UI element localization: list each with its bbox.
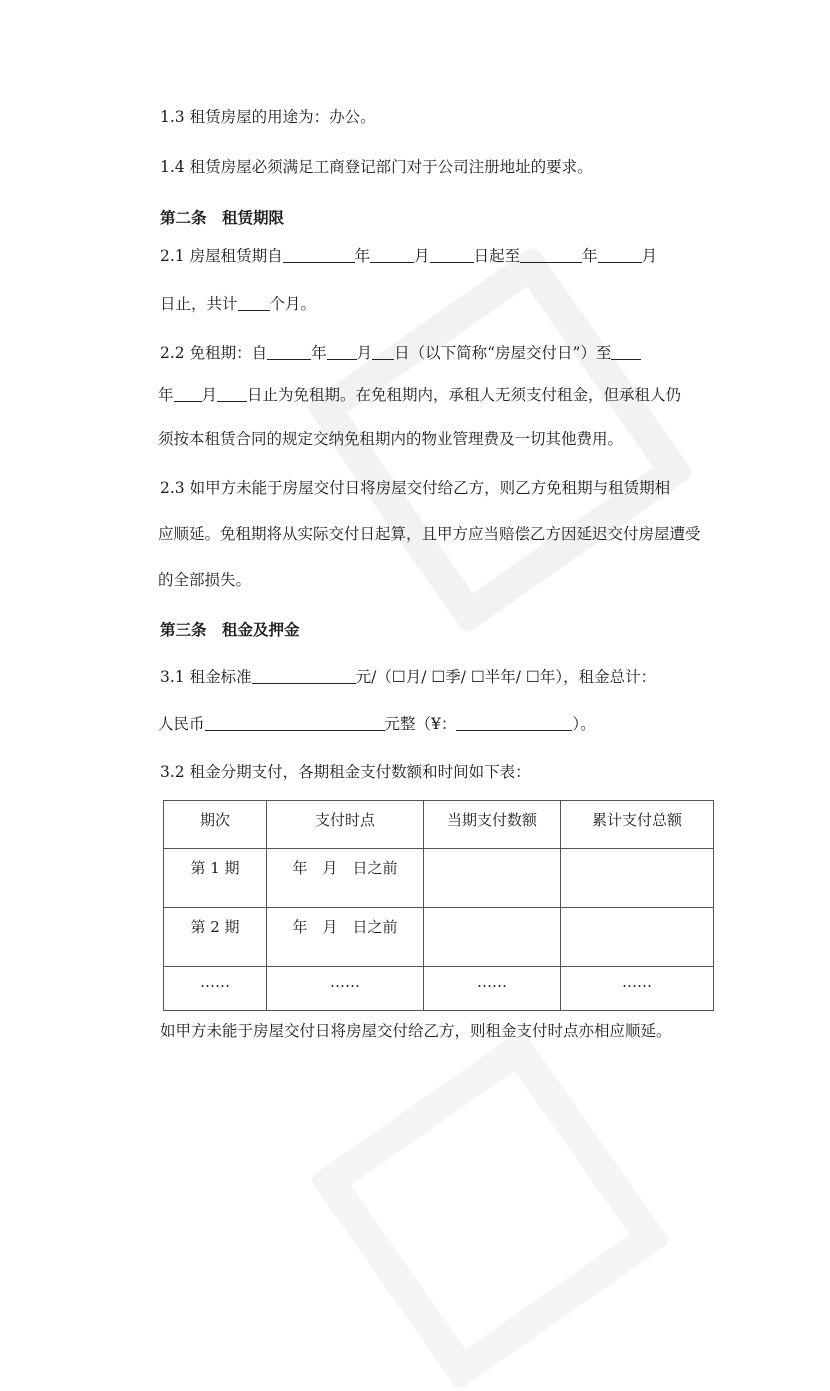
clause-text: 月 [201, 386, 218, 404]
header-period: 期次 [164, 801, 267, 849]
clause-1-3: 1.3 租赁房屋的用途为：办公。 [160, 108, 376, 126]
clause-text: 日起至 [473, 247, 521, 265]
header-cumulative-amount: 累计支付总额 [561, 801, 714, 849]
blank-field[interactable] [370, 246, 414, 263]
clause-text: 年 [354, 247, 371, 265]
clause-2-3-line2: 应顺延。免租期将从实际交付日起算，且甲方应当赔偿乙方因延迟交付房屋遭受 [158, 525, 701, 543]
clause-text: ）。 [572, 715, 596, 733]
cell-cumulative-amount[interactable] [561, 849, 714, 908]
cell-ellipsis: …… [267, 967, 424, 1011]
cell-payment-time[interactable]: 年 月 日之前 [267, 908, 424, 967]
clause-text: 月 [414, 247, 430, 265]
cell-payment-time[interactable]: 年 月 日之前 [267, 849, 424, 908]
clause-text: 2.2 免租期：自 [160, 344, 268, 362]
cell-period: 第 1 期 [164, 849, 267, 908]
clause-2-2-line1 [160, 343, 641, 363]
article-2-heading: 第二条 租赁期限 [160, 208, 285, 227]
blank-field[interactable] [430, 246, 474, 263]
clause-text: 元整（¥： [384, 715, 457, 733]
clause-2-1-line1 [160, 246, 657, 266]
clause-2-2-line3: 须按本租赁合同的规定交纳免租期内的物业管理费及一切其他费用。 [158, 430, 624, 448]
clause-text: 月 [356, 344, 373, 362]
clause-text: 日（以下简称“房屋交付日”）至 [394, 344, 612, 362]
clause-3-2: 3.2 租金分期支付，各期租金支付数额和时间如下表： [160, 763, 531, 781]
cell-current-amount[interactable] [424, 849, 561, 908]
clause-text: 日止，共计 [160, 295, 238, 313]
blank-field[interactable] [520, 246, 582, 263]
clause-text: 个月。 [269, 295, 317, 313]
blank-field[interactable] [267, 343, 311, 360]
blank-field[interactable] [217, 385, 247, 402]
header-current-amount: 当期支付数额 [424, 801, 561, 849]
table-row [164, 849, 714, 908]
total-rent-words-field[interactable] [205, 714, 385, 731]
clause-text: 人民币 [158, 715, 205, 733]
clause-2-3-line1: 2.3 如甲方未能于房屋交付日将房屋交付给乙方，则乙方免租期与租赁期相 [160, 479, 671, 497]
total-rent-number-field[interactable] [456, 714, 572, 731]
clause-1-4: 1.4 租赁房屋必须满足工商登记部门对于公司注册地址的要求。 [160, 158, 593, 176]
clause-text: 年 [311, 344, 327, 362]
rent-standard-field[interactable] [252, 667, 356, 684]
header-payment-time: 支付时点 [267, 801, 424, 849]
table-row [164, 908, 714, 967]
blank-field[interactable] [283, 246, 355, 263]
clause-text: 3.1 租金标准 [160, 668, 252, 686]
cell-ellipsis: …… [164, 967, 267, 1011]
watermark [309, 1029, 671, 1391]
table-row [164, 967, 714, 1011]
table-header-row [164, 801, 714, 849]
clause-text: 日止为免租期。在免租期内，承租人无须支付租金，但承租人仍 [247, 386, 682, 404]
cell-current-amount[interactable] [424, 908, 561, 967]
payment-schedule-table [163, 800, 714, 1011]
blank-field[interactable] [327, 343, 357, 360]
after-table-note: 如甲方未能于房屋交付日将房屋交付给乙方，则租金支付时点亦相应顺延。 [160, 1022, 672, 1040]
clause-2-1-line2 [160, 294, 316, 314]
cell-period: 第 2 期 [164, 908, 267, 967]
clause-text: 2.1 房屋租赁期自 [160, 247, 283, 265]
cell-cumulative-amount[interactable] [561, 908, 714, 967]
clause-text: 年 [582, 247, 598, 265]
blank-field[interactable] [611, 343, 641, 360]
period-options[interactable]: 元/（☐月/ ☐季/ ☐半年/ ☐年），租金总计： [355, 668, 657, 686]
blank-field[interactable] [372, 343, 394, 360]
article-3-heading: 第三条 租金及押金 [160, 620, 300, 639]
clause-2-3-line3: 的全部损失。 [158, 571, 252, 589]
blank-field[interactable] [238, 294, 270, 311]
cell-ellipsis: …… [561, 967, 714, 1011]
clause-text: 年 [158, 386, 174, 404]
clause-2-2-line2 [158, 385, 681, 405]
blank-field[interactable] [598, 246, 642, 263]
clause-3-1-line1 [160, 667, 656, 687]
cell-ellipsis: …… [424, 967, 561, 1011]
blank-field[interactable] [174, 385, 202, 402]
clause-text: 月 [641, 247, 658, 265]
clause-3-1-line2 [158, 714, 596, 734]
